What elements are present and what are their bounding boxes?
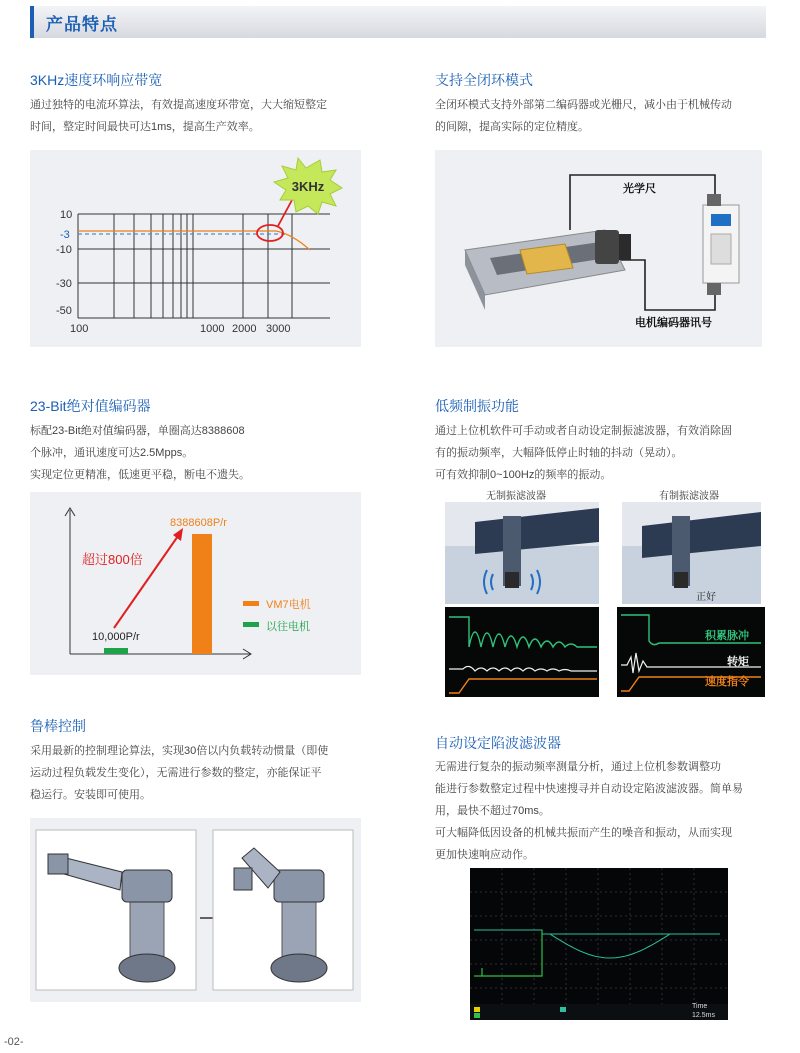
bandwidth-text: 通过独特的电流环算法，有效提高速度环带宽，大大缩短整定 时间，整定时间最快可达1ms，提高生产效率。 [30,99,327,133]
legend-swatch-vm7 [243,601,259,606]
robust-text: 采用最新的控制理论算法，实现30倍以内负载转动惯量（即使 运动过程负载发生变化），无需进行参数的整定，亦能保证平 稳运行。安装即可使用。 [30,745,329,801]
encoder-signal-label: 电机编码器讯号 [635,317,712,329]
closed-loop-diagram [435,150,762,347]
y-tick: -50 [56,305,72,317]
legend-swatch-previous [243,622,259,627]
bar-vm7-motor [192,534,212,654]
closed-loop-panel [435,150,762,347]
x-tick: 1000 [200,323,225,335]
y-tick: -30 [56,278,72,290]
closed-loop-text: 全闭环模式支持外部第二编码器或光栅尺，减小由于机械传动 的间隙，提高实际的定位精度。 [435,99,732,133]
header-bar [30,6,766,38]
vibration-text: 通过上位机软件可手动或者自动设定制振滤波器，有效消除固 有的振动频率，大幅降低停止时轴的抖动（晃动）。 可有效抑制0~100Hz的频率的振动。 [435,425,732,481]
improvement-annotation: 超过800倍 [82,552,143,567]
y-tick: -10 [56,244,72,256]
encoder-text: 标配23-Bit绝对值编码器，单圈高达8388608 个脉冲，通讯速度可达2.5Mpps。 实现定位更精准，低速更平稳，断电不遗失。 [30,425,250,481]
legend-accumulated-pulse: 积累脉冲 [705,630,749,642]
vibration-title: 低频制振功能 [435,398,519,414]
legend-previous: 以往电机 [266,621,310,633]
bandwidth-highlight [257,225,283,241]
machine-image-with-filter [622,502,761,604]
scope-with-filter [617,607,765,697]
robust-title: 鲁棒控制 [30,718,86,734]
robot-arm-illustration [30,818,361,1002]
legend-speed-command: 速度指令 [705,676,749,688]
data-label-vm7: 8388608P/r [170,517,227,529]
encoder-title: 23-Bit绝对值编码器 [30,398,151,414]
legend-torque: 转矩 [727,656,749,668]
data-label-previous: 10,000P/r [92,631,140,643]
closed-loop-title: 支持全闭环模式 [435,72,533,88]
servo-drive-image [703,194,739,295]
x-tick: 100 [70,323,89,335]
optical-scale-label: 光学尺 [623,183,656,195]
notch-title: 自动设定陷波滤波器 [435,735,561,751]
y-tick: 10 [60,209,73,221]
notch-scope-screen [470,868,728,1020]
encoder-chart [30,492,361,675]
legend-vm7: VM7电机 [266,599,311,611]
just-right-label: 正好 [696,592,716,603]
scope-without-filter [445,607,599,697]
machine-image-without-filter [445,502,599,604]
linear-stage-image [465,230,631,310]
header-accent [30,6,34,38]
page-number: -02- [4,1036,24,1048]
bode-plot [30,150,361,347]
robust-panel [30,818,361,1002]
page-title: 产品特点 [46,15,118,34]
caption-with-filter: 有制振滤波器 [659,491,719,502]
time-label: Time [692,1003,708,1010]
caption-without-filter: 无制振滤波器 [486,491,546,502]
bar-previous-motor [104,648,128,654]
x-tick: 2000 [232,323,257,335]
bandwidth-title: 3KHz速度环响应带宽 [30,72,163,88]
bandwidth-panel [30,150,361,347]
x-tick: 3000 [266,323,291,335]
notch-text: 无需进行复杂的振动频率测量分析，通过上位机参数调整功 能进行参数整定过程中快速搜寻并自动设定陷波滤波器。简单易 用，最快不超过70ms。 可大幅降低因设备的机械共振而产生的噪音和振动，从而实现 更加快速响应动作。 [435,761,743,861]
time-value: 12.5ms [692,1012,715,1019]
encoder-panel [30,492,361,675]
y-tick: -3 [60,229,70,241]
bandwidth-callout: 3KHz [291,179,325,194]
